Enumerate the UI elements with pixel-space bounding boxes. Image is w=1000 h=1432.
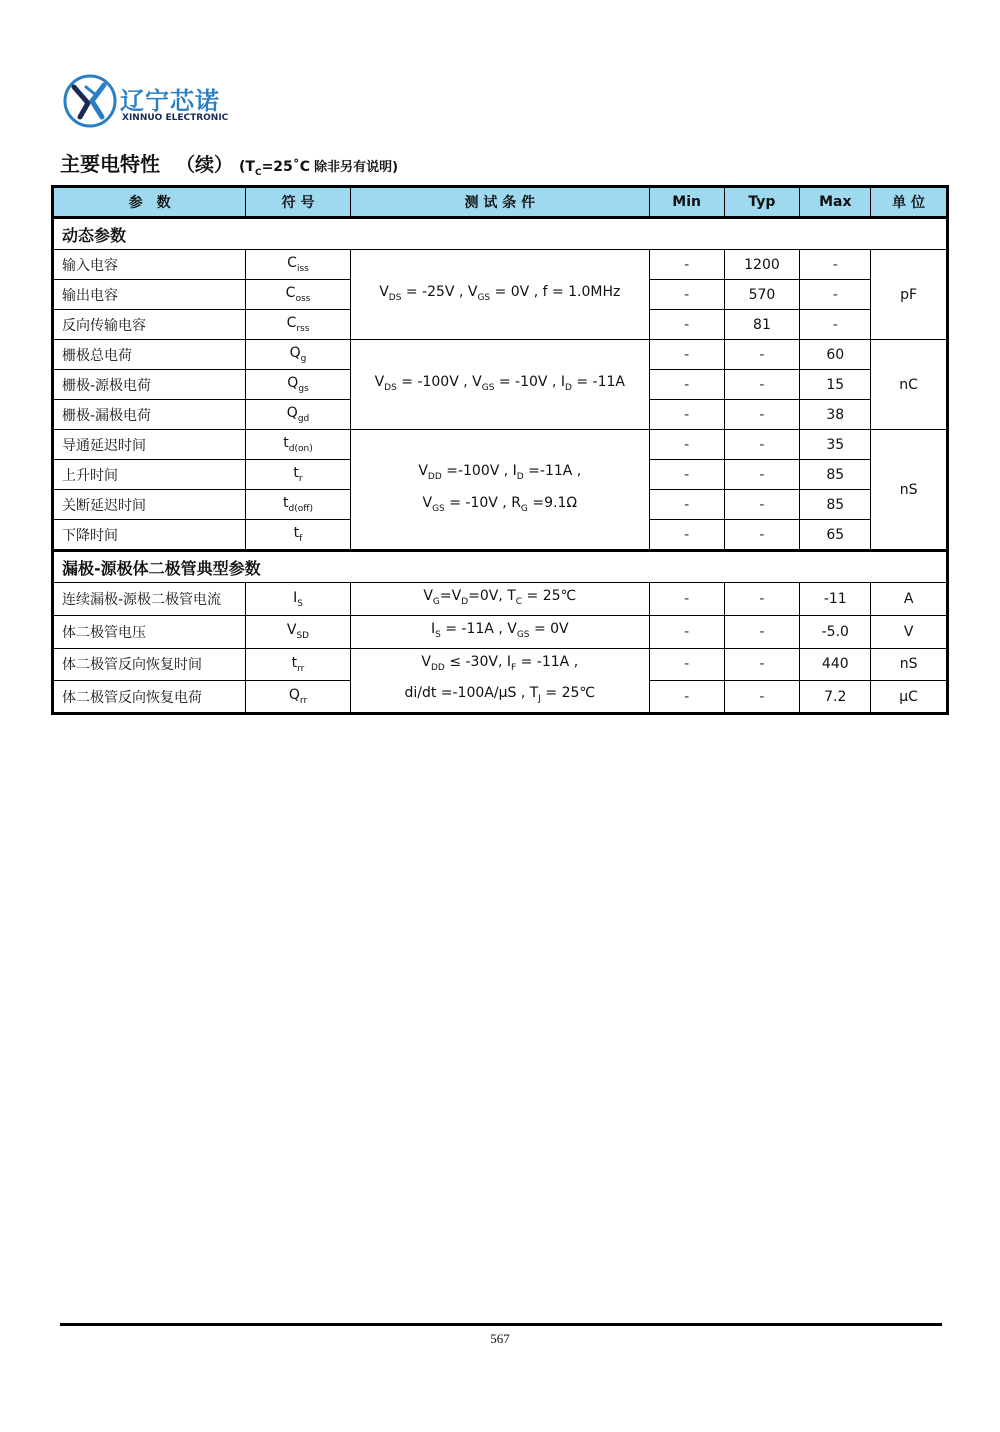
min-value: - <box>649 400 724 430</box>
xinnuo-logo-icon <box>62 73 118 129</box>
max-value: -11 <box>800 583 871 616</box>
max-value: 7.2 <box>800 680 871 713</box>
table-header-row <box>53 187 948 218</box>
max-value: -5.0 <box>800 615 871 648</box>
param-name: 栅极总电荷 <box>53 340 246 370</box>
param-symbol: $C_{rss}$ <box>246 310 351 340</box>
unit-value: pF <box>871 250 948 340</box>
header-min: Min <box>649 187 724 218</box>
section-note: 除非另有说明) <box>314 160 399 175</box>
param-symbol: $t_f$ <box>246 520 351 551</box>
switching-condition-line-2: $V_{GS} = -10V$ , $R_G =9.1\Omega$ <box>422 494 578 514</box>
section-condition: ($T_C=25˚C$ <box>239 159 311 178</box>
min-value: - <box>649 250 724 280</box>
table-row <box>53 583 948 616</box>
max-value: 38 <box>800 400 871 430</box>
param-symbol: $t_{rr}$ <box>246 648 351 680</box>
min-value: - <box>649 460 724 490</box>
param-name: 栅极-源极电荷 <box>53 370 246 400</box>
param-symbol: $I_S$ <box>246 583 351 616</box>
test-condition: $I_S = -11A$ , $V_{GS} = 0V$ <box>350 615 649 648</box>
company-name-en: XINNUO ELECTRONIC <box>122 113 229 123</box>
rr-condition-line-2: di/dt =-100A/μS , $T_J$ = 25℃ <box>404 685 596 705</box>
max-value: 85 <box>800 460 871 490</box>
param-symbol: $Q_{gs}$ <box>246 370 351 400</box>
typ-value: - <box>724 680 800 713</box>
param-symbol: $Q_{rr}$ <box>246 680 351 713</box>
typ-value: - <box>724 400 800 430</box>
table-row <box>53 615 948 648</box>
typ-value: - <box>724 615 800 648</box>
header-unit: 单 位 <box>871 187 948 218</box>
table-row <box>53 340 948 370</box>
max-value: - <box>800 310 871 340</box>
table-row <box>53 430 948 460</box>
header-max: Max <box>800 187 871 218</box>
electrical-characteristics-table <box>51 185 949 715</box>
min-value: - <box>649 648 724 680</box>
typ-value: - <box>724 460 800 490</box>
param-name: 下降时间 <box>53 520 246 551</box>
min-value: - <box>649 340 724 370</box>
header-symbol: 符 号 <box>246 187 351 218</box>
param-name: 导通延迟时间 <box>53 430 246 460</box>
param-name: 输出电容 <box>53 280 246 310</box>
company-logo <box>62 73 232 129</box>
max-value: - <box>800 250 871 280</box>
switching-condition-line-1: $V_{DD} =-100V$ , $I_D =-11A$ , <box>418 462 582 482</box>
unit-value: μC <box>871 680 948 713</box>
param-symbol: $t_{d(off)}$ <box>246 490 351 520</box>
param-name: 栅极-漏极电荷 <box>53 400 246 430</box>
min-value: - <box>649 583 724 616</box>
typ-value: - <box>724 648 800 680</box>
typ-value: - <box>724 430 800 460</box>
max-value: 60 <box>800 340 871 370</box>
typ-value: - <box>724 520 800 551</box>
table-row <box>53 250 948 280</box>
min-value: - <box>649 615 724 648</box>
test-condition-reverse-recovery <box>350 648 649 714</box>
min-value: - <box>649 680 724 713</box>
unit-value: A <box>871 583 948 616</box>
unit-value: nC <box>871 340 948 430</box>
typ-value: 1200 <box>724 250 800 280</box>
footer-divider <box>60 1323 942 1326</box>
param-symbol: $t_{d(on)}$ <box>246 430 351 460</box>
param-name: 关断延迟时间 <box>53 490 246 520</box>
group-title: 漏极-源极体二极管典型参数 <box>53 551 948 583</box>
group-title: 动态参数 <box>53 218 948 250</box>
param-name: 输入电容 <box>53 250 246 280</box>
test-condition-switching <box>350 430 649 551</box>
min-value: - <box>649 430 724 460</box>
section-title-continued: （续） <box>176 154 234 176</box>
unit-value: V <box>871 615 948 648</box>
unit-value: nS <box>871 430 948 551</box>
rr-condition-line-1: $V_{DD} \le -30V$, $I_F = -11A$ , <box>421 653 579 673</box>
test-condition: $V_G=V_D=0V$, $T_C$ = 25℃ <box>350 583 649 616</box>
typ-value: - <box>724 583 800 616</box>
max-value: 65 <box>800 520 871 551</box>
max-value: 85 <box>800 490 871 520</box>
test-condition-capacitance: $V_{DS} = -25V$ , $V_{GS} = 0V$ , f = 1.0MHz <box>350 250 649 340</box>
min-value: - <box>649 310 724 340</box>
min-value: - <box>649 520 724 551</box>
test-condition-charge: $V_{DS} = -100V$ , $V_{GS} = -10V$ , $I_D = -11A$ <box>350 340 649 430</box>
typ-value: - <box>724 340 800 370</box>
group-row-dynamic <box>53 218 948 250</box>
min-value: - <box>649 280 724 310</box>
param-name: 体二极管反向恢复电荷 <box>53 680 246 713</box>
param-name: 体二极管电压 <box>53 615 246 648</box>
company-name-cn: 辽宁芯诺 <box>120 87 220 115</box>
max-value: 440 <box>800 648 871 680</box>
typ-value: 570 <box>724 280 800 310</box>
unit-value: nS <box>871 648 948 680</box>
param-name: 上升时间 <box>53 460 246 490</box>
table-row <box>53 648 948 680</box>
max-value: 35 <box>800 430 871 460</box>
min-value: - <box>649 490 724 520</box>
param-name: 连续漏极-源极二极管电流 <box>53 583 246 616</box>
section-title-main: 主要电特性 <box>60 152 160 176</box>
group-row-diode <box>53 551 948 583</box>
header-typ: Typ <box>724 187 800 218</box>
typ-value: - <box>724 370 800 400</box>
param-symbol: $V_{SD}$ <box>246 615 351 648</box>
header-condition: 测 试 条 件 <box>350 187 649 218</box>
typ-value: - <box>724 490 800 520</box>
param-symbol: $C_{iss}$ <box>246 250 351 280</box>
param-symbol: $Q_g$ <box>246 340 351 370</box>
max-value: - <box>800 280 871 310</box>
min-value: - <box>649 370 724 400</box>
param-name: 体二极管反向恢复时间 <box>53 648 246 680</box>
page-number: 567 <box>490 1331 510 1346</box>
param-symbol: $t_r$ <box>246 460 351 490</box>
header-param: 参 数 <box>53 187 246 218</box>
section-title <box>60 148 398 178</box>
max-value: 15 <box>800 370 871 400</box>
param-symbol: $C_{oss}$ <box>246 280 351 310</box>
param-symbol: $Q_{gd}$ <box>246 400 351 430</box>
typ-value: 81 <box>724 310 800 340</box>
param-name: 反向传输电容 <box>53 310 246 340</box>
